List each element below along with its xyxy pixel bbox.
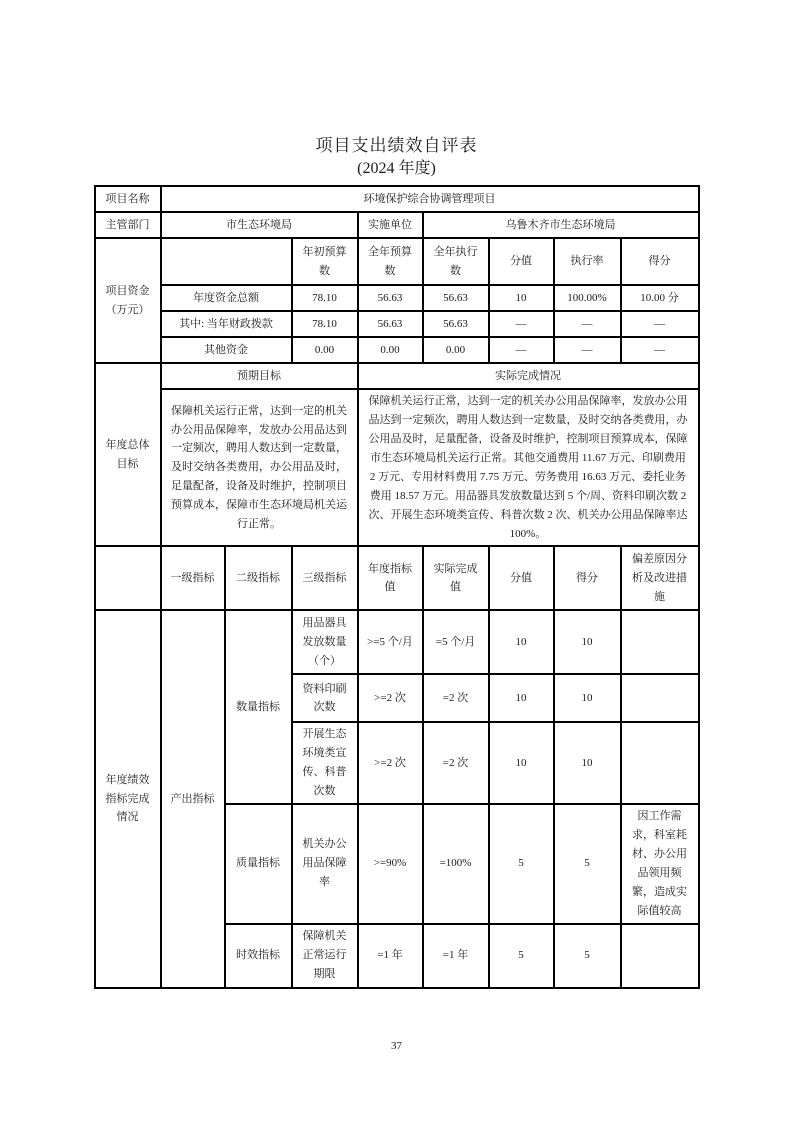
funds-value-cell: — [554,311,621,337]
funds-col-header-initial-budget: 年初预算数 [292,238,358,285]
funds-value-cell: 0.00 [292,337,358,363]
funds-value-cell: — [621,311,699,337]
funds-value-cell: 0.00 [423,337,489,363]
funds-row-label-cell: 其他资金 [161,337,292,363]
indicator-col-header-deviation: 偏差原因分析及改进措施 [621,546,699,610]
weight-cell: 5 [489,804,554,923]
indicator-col-header-actual: 实际完成值 [423,546,489,610]
score-cell: 10 [554,610,621,674]
indicator-col-header-level1: 一级指标 [161,546,225,610]
document-subtitle: (2024 年度) [357,159,436,177]
indicator-col-header-level3: 三级指标 [292,546,358,610]
funds-value-cell: 10 [489,285,554,311]
level3-indicator-cell: 机关办公用品保障率 [292,804,358,923]
funds-col-header-weight: 分值 [489,238,554,285]
indicator-col-header-target: 年度指标值 [358,546,423,610]
impl-unit-label-cell: 实施单位 [358,212,423,238]
actual-completion-text-cell: 保障机关运行正常，达到一定的机关办公用品保障率，发放办公用品达到一定频次，聘用人数达到一定数量，及时交纳各类费用，办公用品及时，足量配备，设备及时维护，控制项目预算成本，保障市生态环境局机关运行正常。其他交通费用 11.67 万元、印刷费用 2 万元、专用材料费用 7.75 万元、劳务费用 16.63 万元、委托业务费用 18.57 万元。用品器具发放数量达到 5 个/周、资料印刷次数 2 次、开展生态环境类宣传、科普次数 2 次、机关办公用品保障率达 100%。 [358,389,699,546]
weight-cell: 10 [489,610,554,674]
funds-row-fiscal-allocation [95,311,699,337]
funds-col-header-execution-rate: 执行率 [554,238,621,285]
target-value-cell: >=2 次 [358,674,423,722]
funds-value-cell: 0.00 [358,337,423,363]
indicators-section-label-cell: 年度绩效指标完成情况 [95,610,161,987]
indicator-col-header-score: 得分 [554,546,621,610]
actual-value-cell: =2 次 [423,674,489,722]
project-name-value-cell: 环境保护综合协调管理项目 [161,186,699,212]
score-cell: 5 [554,804,621,923]
weight-cell: 10 [489,722,554,804]
funds-value-cell: 78.10 [292,311,358,337]
annual-goal-text-row [95,389,699,546]
level3-indicator-cell: 保障机关正常运行期限 [292,924,358,988]
funds-value-cell: — [554,337,621,363]
score-cell: 10 [554,674,621,722]
deviation-cell [621,924,699,988]
supervisor-dept-value-cell: 市生态环境局 [161,212,358,238]
funds-value-cell: 56.63 [423,285,489,311]
indicator-col-header-weight: 分值 [489,546,554,610]
level2-indicator-cell: 数量指标 [225,610,292,804]
funds-row-label-cell: 年度资金总额 [161,285,292,311]
funds-header-row [95,238,699,285]
project-name-label-cell: 项目名称 [95,186,161,212]
actual-value-cell: =5 个/月 [423,610,489,674]
weight-cell: 5 [489,924,554,988]
document-title-block [0,0,793,180]
funds-row-label-cell: 其中: 当年财政拨款 [161,311,292,337]
funds-blank-cell [161,238,292,285]
annual-goal-header-row [95,363,699,389]
funds-col-header-annual-execution: 全年执行数 [423,238,489,285]
funds-row-total [95,285,699,311]
deviation-cell [621,674,699,722]
expected-goal-header-cell: 预期目标 [161,363,358,389]
expected-goal-text-cell: 保障机关运行正常，达到一定的机关办公用品保障率，发放办公用品达到一定频次，聘用人数达到一定数量，及时交纳各类费用，办公用品及时，足量配备，设备及时维护，控制项目预算成本，保障市生态环境局机关运行正常。 [161,389,358,546]
target-value-cell: >=2 次 [358,722,423,804]
indicator-header-row [95,546,699,610]
funds-value-cell: 56.63 [358,311,423,337]
funds-col-header-score: 得分 [621,238,699,285]
indicator-blank-cell [95,546,161,610]
deviation-cell [621,610,699,674]
level1-indicator-cell: 产出指标 [161,610,225,987]
impl-unit-value-cell: 乌鲁木齐市生态环境局 [423,212,699,238]
score-cell: 5 [554,924,621,988]
deviation-cell [621,722,699,804]
level3-indicator-cell: 资料印刷次数 [292,674,358,722]
project-name-row [95,186,699,212]
actual-value-cell: =100% [423,804,489,923]
deviation-cell: 因工作需求，科室耗材、办公用品领用频繁，造成实际值较高 [621,804,699,923]
funds-value-cell: 56.63 [358,285,423,311]
self-evaluation-table [94,185,700,988]
funds-value-cell: — [489,337,554,363]
target-value-cell: >=5 个/月 [358,610,423,674]
departments-row [95,212,699,238]
level2-indicator-cell: 时效指标 [225,924,292,988]
target-value-cell: >=90% [358,804,423,923]
level2-indicator-cell: 质量指标 [225,804,292,923]
funds-col-header-annual-budget: 全年预算数 [358,238,423,285]
funds-row-other [95,337,699,363]
level3-indicator-cell: 开展生态环境类宣传、科普次数 [292,722,358,804]
annual-goal-label-cell: 年度总体目标 [95,363,161,546]
level3-indicator-cell: 用品器具发放数量（个） [292,610,358,674]
score-cell: 10 [554,722,621,804]
funds-value-cell: 56.63 [423,311,489,337]
funds-value-cell: — [621,337,699,363]
weight-cell: 10 [489,674,554,722]
actual-completion-header-cell: 实际完成情况 [358,363,699,389]
document-title: 项目支出绩效自评表 [315,136,478,155]
page-number: 37 [391,1040,402,1052]
funds-value-cell: 100.00% [554,285,621,311]
funds-value-cell: 78.10 [292,285,358,311]
indicator-row [95,610,699,674]
funds-value-cell: 10.00 分 [621,285,699,311]
target-value-cell: =1 年 [358,924,423,988]
supervisor-dept-label-cell: 主管部门 [95,212,161,238]
indicator-col-header-level2: 二级指标 [225,546,292,610]
funds-section-label-cell: 项目资金（万元） [95,238,161,363]
actual-value-cell: =1 年 [423,924,489,988]
funds-value-cell: — [489,311,554,337]
actual-value-cell: =2 次 [423,722,489,804]
